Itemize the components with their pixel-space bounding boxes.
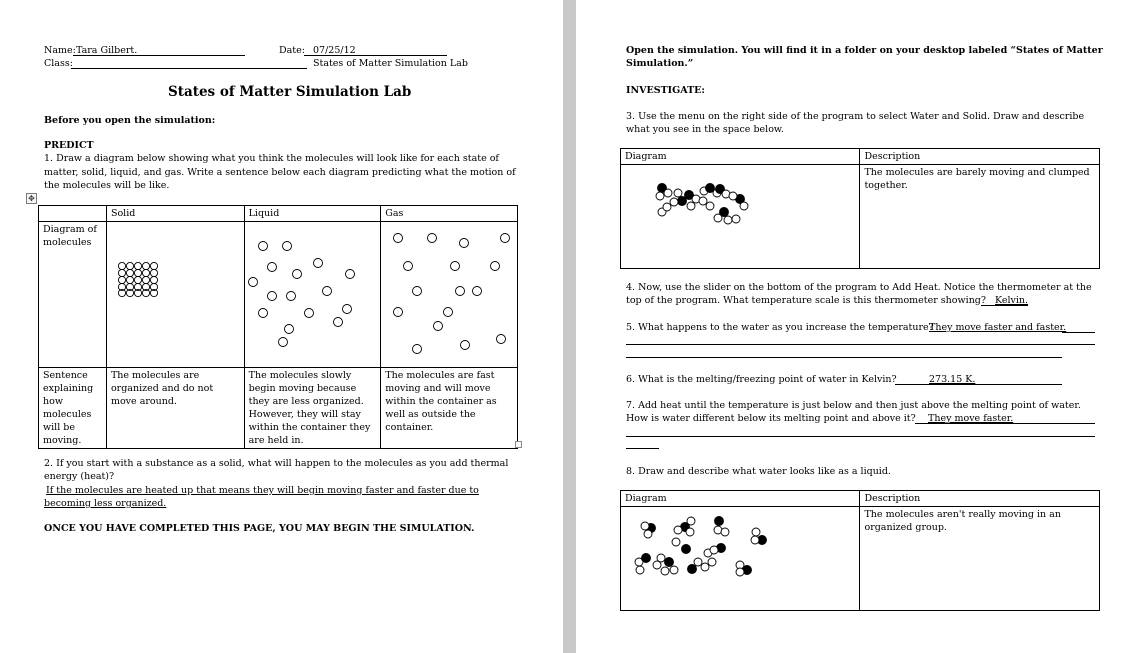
hydrogen-atom	[656, 192, 664, 200]
liquid-molecule	[268, 292, 277, 301]
hydrogen-atom	[687, 202, 695, 210]
gas-molecule	[428, 234, 437, 243]
hydrogen-atom	[729, 192, 737, 200]
q7-line-2: How is water different below its melting point and above it?	[626, 413, 916, 424]
liquid-molecule	[259, 309, 268, 318]
solid-molecule	[150, 269, 157, 276]
hydrogen-atom	[694, 558, 702, 566]
solid-molecule	[134, 269, 141, 276]
q3-line-1: 3. Use the menu on the right side of the program to select Water and Solid. Draw and describe	[626, 111, 1085, 122]
hydrogen-atom	[732, 215, 740, 223]
gas-molecule	[413, 287, 422, 296]
hydrogen-atom	[706, 202, 714, 210]
solid-molecule	[126, 276, 133, 283]
q2-line-1: 2. If you start with a substance as a solid, what will happen to the molecules as you add thermal	[44, 458, 509, 469]
liquid-water-molecule-diagram	[628, 512, 788, 580]
gas-molecule	[413, 345, 422, 354]
solid-molecule	[134, 262, 141, 269]
solid-table-header-diagram: Diagram	[621, 149, 860, 165]
hydrogen-atom	[653, 561, 661, 569]
table-move-handle-icon[interactable]: ✥	[26, 193, 37, 204]
q7-blank-line-2	[626, 448, 659, 449]
liquid-molecule-diagram	[245, 236, 375, 351]
hydrogen-atom	[663, 203, 671, 211]
liquid-molecule	[287, 292, 296, 301]
table-header-solid: Solid	[106, 206, 244, 222]
hydrogen-atom	[661, 567, 669, 575]
solid-molecule	[118, 262, 125, 269]
document-page-right	[576, 0, 1145, 653]
hydrogen-atom	[670, 198, 678, 206]
hydrogen-atom	[670, 566, 678, 574]
open-simulation-line-1: Open the simulation. You will find it in a folder on your desktop labeled “States of Matter	[626, 45, 1103, 56]
liquid-molecule	[259, 242, 268, 251]
table-header-liquid: Liquid	[244, 206, 381, 222]
gas-molecule	[404, 262, 413, 271]
begin-simulation-note: ONCE YOU HAVE COMPLETED THIS PAGE, YOU MAY BEGIN THE SIMULATION.	[44, 523, 475, 534]
name-value[interactable]: Tara Gilbert.	[76, 45, 138, 56]
q7-line-1: 7. Add heat until the temperature is just below and then just above the melting point of water.	[626, 400, 1081, 411]
q5-answer-underline-tail	[1062, 332, 1095, 333]
hydrogen-atom	[636, 566, 644, 574]
q3-line-2: what you see in the space below.	[626, 124, 784, 135]
gas-molecule	[394, 234, 403, 243]
q5-question: 5. What happens to the water as you increase the temperature?	[626, 322, 934, 333]
hydrogen-atom	[644, 530, 652, 538]
liquid-molecule	[346, 270, 355, 279]
sentence-row	[39, 368, 518, 449]
class-value[interactable]: States of Matter Simulation Lab	[313, 58, 468, 69]
gas-molecule	[497, 335, 506, 344]
solid-molecule	[142, 276, 149, 283]
oxygen-atom	[665, 558, 674, 567]
date-label: Date:	[279, 45, 305, 56]
q4-answer[interactable]: Kelvin.	[995, 295, 1029, 306]
prediction-table-header-row	[39, 206, 518, 222]
liquid-table-header-description: Description	[860, 491, 1100, 507]
solid-molecule	[150, 276, 157, 283]
oxygen-atom	[682, 545, 691, 554]
q6-answer[interactable]: 273.15 K.	[929, 374, 976, 385]
liquid-water-description[interactable]: The molecules aren't really moving in an organized group.	[860, 507, 1100, 611]
hydrogen-atom	[736, 568, 744, 576]
gas-molecule	[461, 341, 470, 350]
solid-molecule	[126, 269, 133, 276]
solid-molecule	[150, 262, 157, 269]
q1-line-1: 1. Draw a diagram below showing what you think the molecules will look like for each state of	[44, 153, 499, 164]
hydrogen-atom	[664, 189, 672, 197]
liquid-molecule	[293, 270, 302, 279]
q6-answer-underline	[895, 384, 1062, 385]
solid-molecule	[126, 262, 133, 269]
liquid-molecule	[285, 325, 294, 334]
solid-molecule-diagram	[118, 262, 160, 297]
gas-molecule-diagram	[383, 231, 518, 356]
q5-blank-line-2	[626, 357, 1062, 358]
table-header-blank	[39, 206, 107, 222]
hydrogen-atom	[751, 536, 759, 544]
date-value[interactable]: 07/25/12	[313, 45, 356, 56]
q5-blank-line-1	[626, 344, 1095, 345]
liquid-molecule	[323, 287, 332, 296]
liquid-molecule	[343, 305, 352, 314]
hydrogen-atom	[686, 528, 694, 536]
hydrogen-atom	[701, 563, 709, 571]
q4-line-1: 4. Now, use the slider on the bottom of the program to Add Heat. Notice the thermometer at the	[626, 282, 1092, 293]
solid-molecule	[118, 276, 125, 283]
liquid-table-header-diagram: Diagram	[621, 491, 860, 507]
solid-molecule	[134, 276, 141, 283]
before-heading: Before you open the simulation:	[44, 115, 216, 126]
liquid-molecule	[314, 259, 323, 268]
q8-question: 8. Draw and describe what water looks like as a liquid.	[626, 466, 891, 477]
hydrogen-atom	[710, 546, 718, 554]
table-resize-handle[interactable]	[515, 441, 522, 448]
document-page-left	[0, 0, 563, 653]
hydrogen-atom	[674, 526, 682, 534]
investigate-heading: INVESTIGATE:	[626, 85, 705, 96]
q6-question: 6. What is the melting/freezing point of water in Kelvin?	[626, 374, 897, 385]
q5-answer[interactable]: They move faster and faster.	[929, 322, 1067, 333]
gas-molecule	[473, 287, 482, 296]
solid-molecule	[142, 269, 149, 276]
hydrogen-atom	[641, 522, 649, 530]
name-label: Name:	[44, 45, 76, 56]
q2-answer-line-1[interactable]: If the molecules are heated up that means they will begin moving faster and faster due to	[46, 485, 479, 496]
gas-molecule	[460, 239, 469, 248]
solid-water-molecule-diagram	[654, 182, 774, 227]
hydrogen-atom	[672, 538, 680, 546]
q2-answer-line-2[interactable]: becoming less organized.	[44, 498, 167, 509]
oxygen-atom	[642, 554, 651, 563]
liquid-molecule	[305, 309, 314, 318]
liquid-molecule	[279, 338, 288, 347]
hydrogen-atom	[708, 558, 716, 566]
hydrogen-atom	[724, 216, 732, 224]
hydrogen-atom	[721, 528, 729, 536]
gas-molecule	[451, 262, 460, 271]
hydrogen-atom	[687, 517, 695, 525]
solid-molecule	[142, 262, 149, 269]
q7-blank-line-1	[626, 436, 1095, 437]
date-underline	[304, 55, 447, 56]
diagram-row-label: Diagram of molecules	[39, 222, 107, 368]
predict-heading: PREDICT	[44, 140, 94, 151]
oxygen-atom	[688, 565, 697, 574]
gas-molecule	[491, 262, 500, 271]
class-label: Class:	[44, 58, 73, 69]
solid-sentence[interactable]: The molecules are organized and do not move around.	[106, 368, 244, 449]
gas-molecule	[501, 234, 510, 243]
page-title: States of Matter Simulation Lab	[168, 84, 412, 100]
gas-molecule	[434, 322, 443, 331]
oxygen-atom	[715, 517, 724, 526]
solid-table-header-description: Description	[860, 149, 1100, 165]
q2-line-2: energy (heat)?	[44, 471, 115, 482]
liquid-molecule	[283, 242, 292, 251]
q4-line-2: top of the program. What temperature scale is this thermometer showing?	[626, 295, 986, 306]
solid-molecule	[118, 269, 125, 276]
hydrogen-atom	[699, 197, 707, 205]
page-gutter	[563, 0, 576, 653]
table-header-gas: Gas	[381, 206, 518, 222]
hydrogen-atom	[752, 528, 760, 536]
q1-line-3: the molecules will be like.	[44, 180, 170, 191]
liquid-molecule	[334, 318, 343, 327]
liquid-molecule	[268, 263, 277, 272]
q1-line-2: matter, solid, liquid, and gas. Write a sentence below each diagram predicting what the motion of	[44, 167, 516, 178]
gas-molecule	[456, 287, 465, 296]
liquid-molecule	[249, 278, 258, 287]
gas-sentence[interactable]: The molecules are fast moving and will move within the container as well as outside the container.	[381, 368, 518, 449]
class-underline	[71, 68, 307, 69]
hydrogen-atom	[714, 214, 722, 222]
q7-answer[interactable]: They move faster.	[928, 413, 1014, 424]
liquid-sentence[interactable]: The molecules slowly begin moving because they are less organized. However, they will stay within the container they are held in.	[244, 368, 381, 449]
gas-molecule	[394, 308, 403, 317]
hydrogen-atom	[674, 189, 682, 197]
hydrogen-atom	[740, 202, 748, 210]
sentence-row-label: Sentence explaining how molecules will be moving.	[39, 368, 107, 449]
open-simulation-line-2: Simulation.”	[626, 58, 694, 69]
solid-water-description[interactable]: The molecules are barely moving and clumped together.	[860, 165, 1100, 269]
name-underline	[73, 55, 245, 56]
gas-molecule	[444, 308, 453, 317]
